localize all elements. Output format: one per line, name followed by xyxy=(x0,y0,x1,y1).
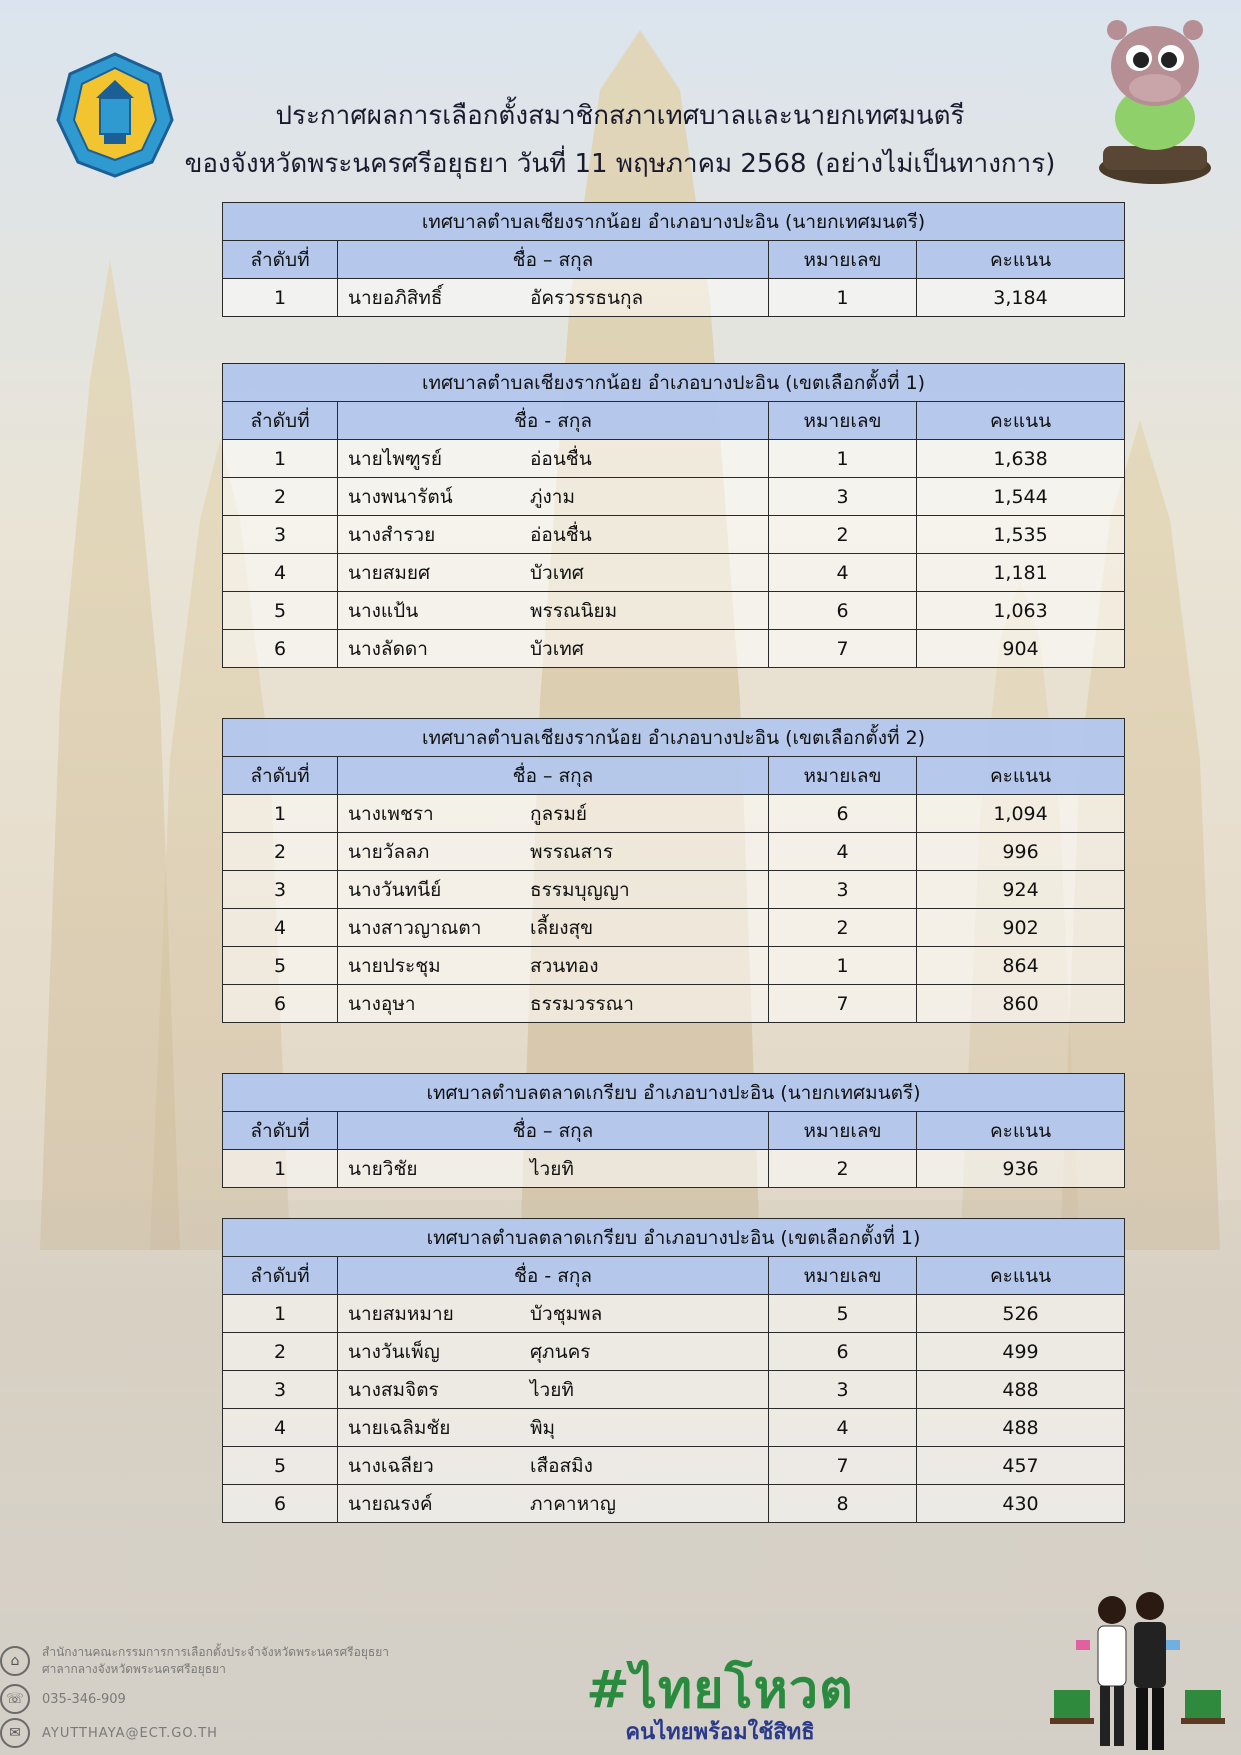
col-name: ชื่อ – สกุล xyxy=(338,757,769,795)
col-rank: ลำดับที่ xyxy=(223,402,338,440)
last-name: อัครวรรธนกุล xyxy=(530,286,644,309)
table-row xyxy=(223,947,1125,985)
email-address: AYUTTHAYA@ECT.GO.TH xyxy=(42,1725,218,1741)
last-name: บัวชุมพล xyxy=(530,1302,603,1325)
first-name: นายวัลลภ xyxy=(348,840,430,863)
rank-cell: 1 xyxy=(223,440,338,478)
results-table-chiangraknoi-zone2 xyxy=(222,718,1125,1023)
col-number: หมายเลข xyxy=(769,402,917,440)
last-name: กูลรมย์ xyxy=(530,802,588,825)
name-cell xyxy=(338,833,769,871)
votes-cell: 488 xyxy=(917,1409,1125,1447)
rank-cell: 1 xyxy=(223,795,338,833)
name-cell xyxy=(338,1409,769,1447)
results-tables xyxy=(222,202,1124,1523)
mail-icon: ✉ xyxy=(0,1718,30,1748)
name-cell xyxy=(338,1333,769,1371)
rank-cell: 6 xyxy=(223,1485,338,1523)
votes-cell: 430 xyxy=(917,1485,1125,1523)
votes-cell: 1,544 xyxy=(917,478,1125,516)
number-cell: 6 xyxy=(769,795,917,833)
voters-illustration-icon xyxy=(1050,1580,1225,1755)
first-name: นางวันเพ็ญ xyxy=(348,1340,440,1363)
name-cell xyxy=(338,1295,769,1333)
last-name: ไวยทิ xyxy=(530,1378,574,1401)
votes-cell: 996 xyxy=(917,833,1125,871)
table-row xyxy=(223,440,1125,478)
col-rank: ลำดับที่ xyxy=(223,1112,338,1150)
rank-cell: 2 xyxy=(223,833,338,871)
rank-cell: 4 xyxy=(223,909,338,947)
number-cell: 3 xyxy=(769,871,917,909)
first-name: นายประชุม xyxy=(348,954,441,977)
name-cell xyxy=(338,985,769,1023)
table-title: เทศบาลตำบลตลาดเกรียบ อำเภอบางปะอิน (นายกเทศมนตรี) xyxy=(223,1074,1125,1112)
col-votes: คะแนน xyxy=(917,757,1125,795)
votes-cell: 902 xyxy=(917,909,1125,947)
votes-cell: 499 xyxy=(917,1333,1125,1371)
col-votes: คะแนน xyxy=(917,241,1125,279)
number-cell: 7 xyxy=(769,985,917,1023)
name-cell xyxy=(338,871,769,909)
col-number: หมายเลข xyxy=(769,1112,917,1150)
col-name: ชื่อ - สกุล xyxy=(338,402,769,440)
col-votes: คะแนน xyxy=(917,402,1125,440)
office-address: ศาลากลางจังหวัดพระนครศรีอยุธยา xyxy=(42,1662,226,1676)
rank-cell: 2 xyxy=(223,478,338,516)
last-name: พิมุ xyxy=(530,1416,556,1439)
number-cell: 1 xyxy=(769,440,917,478)
number-cell: 2 xyxy=(769,909,917,947)
phone-number: 035-346-909 xyxy=(42,1691,126,1707)
name-cell xyxy=(338,909,769,947)
first-name: นางลัดดา xyxy=(348,637,428,660)
name-cell xyxy=(338,630,769,668)
first-name: นางอุษา xyxy=(348,992,416,1015)
col-number: หมายเลข xyxy=(769,757,917,795)
table-row xyxy=(223,1371,1125,1409)
first-name: นางพนารัตน์ xyxy=(348,485,453,508)
last-name: พรรณสาร xyxy=(530,840,614,863)
votes-cell: 1,063 xyxy=(917,592,1125,630)
title-line-2: ของจังหวัดพระนครศรีอยุธยา วันที่ 11 พฤษภาคม 2568 (อย่างไม่เป็นทางการ) xyxy=(184,149,1056,179)
table-title: เทศบาลตำบลเชียงรากน้อย อำเภอบางปะอิน (นายกเทศมนตรี) xyxy=(223,203,1125,241)
rank-cell: 4 xyxy=(223,554,338,592)
name-cell xyxy=(338,1150,769,1188)
name-cell xyxy=(338,279,769,317)
number-cell: 1 xyxy=(769,947,917,985)
number-cell: 7 xyxy=(769,630,917,668)
rank-cell: 1 xyxy=(223,1295,338,1333)
last-name: ศุภนคร xyxy=(530,1340,591,1363)
first-name: นายไพฑูรย์ xyxy=(348,447,442,470)
last-name: อ่อนชื่น xyxy=(530,523,592,546)
name-cell xyxy=(338,478,769,516)
number-cell: 8 xyxy=(769,1485,917,1523)
rank-cell: 3 xyxy=(223,1371,338,1409)
name-cell xyxy=(338,1485,769,1523)
results-table-taladkriab-mayor xyxy=(222,1073,1125,1188)
campaign-slogan: คนไทยพร้อมใช้สิทธิ xyxy=(625,1720,815,1745)
name-cell xyxy=(338,516,769,554)
table-row xyxy=(223,1485,1125,1523)
last-name: ภาคาหาญ xyxy=(530,1492,616,1515)
first-name: นางสำรวย xyxy=(348,523,436,546)
rank-cell: 3 xyxy=(223,871,338,909)
ect-logo-icon xyxy=(52,50,178,180)
campaign-logo xyxy=(540,1660,900,1746)
col-rank: ลำดับที่ xyxy=(223,241,338,279)
votes-cell: 864 xyxy=(917,947,1125,985)
name-cell xyxy=(338,1371,769,1409)
announcement-title xyxy=(180,92,1060,188)
first-name: นายเฉลิมชัย xyxy=(348,1416,451,1439)
rank-cell: 6 xyxy=(223,630,338,668)
rank-cell: 1 xyxy=(223,279,338,317)
first-name: นายอภิสิทธิ์ xyxy=(348,286,443,309)
number-cell: 6 xyxy=(769,1333,917,1371)
table-title: เทศบาลตำบลเชียงรากน้อย อำเภอบางปะอิน (เขตเลือกตั้งที่ 2) xyxy=(223,719,1125,757)
table-row xyxy=(223,833,1125,871)
first-name: นางแป้น xyxy=(348,599,419,622)
name-cell xyxy=(338,1447,769,1485)
rank-cell: 4 xyxy=(223,1409,338,1447)
col-name: ชื่อ – สกุล xyxy=(338,1112,769,1150)
last-name: ไวยทิ xyxy=(530,1157,574,1180)
col-number: หมายเลข xyxy=(769,241,917,279)
first-name: นายสมยศ xyxy=(348,561,431,584)
results-table-chiangraknoi-zone1 xyxy=(222,363,1125,668)
number-cell: 2 xyxy=(769,1150,917,1188)
last-name: เลี้ยงสุข xyxy=(530,916,594,939)
votes-cell: 488 xyxy=(917,1371,1125,1409)
title-line-1: ประกาศผลการเลือกตั้งสมาชิกสภาเทศบาลและนายกเทศมนตรี xyxy=(275,101,965,131)
table-row xyxy=(223,554,1125,592)
table-row xyxy=(223,1333,1125,1371)
col-name: ชื่อ - สกุล xyxy=(338,1257,769,1295)
votes-cell: 1,638 xyxy=(917,440,1125,478)
name-cell xyxy=(338,440,769,478)
name-cell xyxy=(338,795,769,833)
office-name: สำนักงานคณะกรรมการการเลือกตั้งประจำจังหวัดพระนครศรีอยุธยา xyxy=(42,1645,389,1659)
number-cell: 3 xyxy=(769,1371,917,1409)
table-row xyxy=(223,279,1125,317)
number-cell: 4 xyxy=(769,1409,917,1447)
number-cell: 5 xyxy=(769,1295,917,1333)
votes-cell: 457 xyxy=(917,1447,1125,1485)
votes-cell: 526 xyxy=(917,1295,1125,1333)
home-icon: ⌂ xyxy=(0,1646,30,1676)
last-name: ธรรมวรรณา xyxy=(530,992,634,1015)
last-name: บัวเทศ xyxy=(530,561,584,584)
phone-icon: ☏ xyxy=(0,1684,30,1714)
votes-cell: 924 xyxy=(917,871,1125,909)
number-cell: 2 xyxy=(769,516,917,554)
table-row xyxy=(223,592,1125,630)
rank-cell: 5 xyxy=(223,947,338,985)
results-table-taladkriab-zone1 xyxy=(222,1218,1125,1523)
first-name: นายสมหมาย xyxy=(348,1302,454,1325)
rank-cell: 1 xyxy=(223,1150,338,1188)
number-cell: 3 xyxy=(769,478,917,516)
number-cell: 4 xyxy=(769,554,917,592)
col-votes: คะแนน xyxy=(917,1257,1125,1295)
last-name: ภู่งาม xyxy=(530,485,575,508)
last-name: พรรณนิยม xyxy=(530,599,618,622)
table-row xyxy=(223,871,1125,909)
first-name: นางเพชรา xyxy=(348,802,434,825)
votes-cell: 1,535 xyxy=(917,516,1125,554)
number-cell: 7 xyxy=(769,1447,917,1485)
contact-info xyxy=(0,1640,389,1750)
table-title: เทศบาลตำบลตลาดเกรียบ อำเภอบางปะอิน (เขตเลือกตั้งที่ 1) xyxy=(223,1219,1125,1257)
number-cell: 6 xyxy=(769,592,917,630)
rank-cell: 2 xyxy=(223,1333,338,1371)
table-row xyxy=(223,795,1125,833)
votes-cell: 1,181 xyxy=(917,554,1125,592)
table-row xyxy=(223,1409,1125,1447)
first-name: นางวันทนีย์ xyxy=(348,878,442,901)
hippo-mascot-icon xyxy=(1095,8,1215,186)
results-table-chiangraknoi-mayor xyxy=(222,202,1125,317)
first-name: นายณรงค์ xyxy=(348,1492,433,1515)
table-row xyxy=(223,1150,1125,1188)
col-number: หมายเลข xyxy=(769,1257,917,1295)
last-name: เสือสมิง xyxy=(530,1454,593,1477)
last-name: ธรรมบุญญา xyxy=(530,878,630,901)
first-name: นายวิชัย xyxy=(348,1157,418,1180)
name-cell xyxy=(338,554,769,592)
table-row xyxy=(223,478,1125,516)
rank-cell: 5 xyxy=(223,592,338,630)
campaign-hashtag: #ไทยโหวต xyxy=(586,1660,854,1720)
last-name: สวนทอง xyxy=(530,954,599,977)
rank-cell: 5 xyxy=(223,1447,338,1485)
votes-cell: 860 xyxy=(917,985,1125,1023)
col-rank: ลำดับที่ xyxy=(223,1257,338,1295)
rank-cell: 6 xyxy=(223,985,338,1023)
last-name: อ่อนชื่น xyxy=(530,447,592,470)
col-name: ชื่อ – สกุล xyxy=(338,241,769,279)
table-row xyxy=(223,516,1125,554)
votes-cell: 3,184 xyxy=(917,279,1125,317)
votes-cell: 936 xyxy=(917,1150,1125,1188)
first-name: นางสมจิตร xyxy=(348,1378,439,1401)
number-cell: 4 xyxy=(769,833,917,871)
number-cell: 1 xyxy=(769,279,917,317)
col-votes: คะแนน xyxy=(917,1112,1125,1150)
name-cell xyxy=(338,947,769,985)
table-row xyxy=(223,1447,1125,1485)
first-name: นางสาวญาณตา xyxy=(348,916,482,939)
votes-cell: 904 xyxy=(917,630,1125,668)
table-row xyxy=(223,1295,1125,1333)
name-cell xyxy=(338,592,769,630)
last-name: บัวเทศ xyxy=(530,637,584,660)
col-rank: ลำดับที่ xyxy=(223,757,338,795)
table-row xyxy=(223,985,1125,1023)
table-title: เทศบาลตำบลเชียงรากน้อย อำเภอบางปะอิน (เขตเลือกตั้งที่ 1) xyxy=(223,364,1125,402)
rank-cell: 3 xyxy=(223,516,338,554)
table-row xyxy=(223,909,1125,947)
votes-cell: 1,094 xyxy=(917,795,1125,833)
table-row xyxy=(223,630,1125,668)
first-name: นางเฉลียว xyxy=(348,1454,434,1477)
